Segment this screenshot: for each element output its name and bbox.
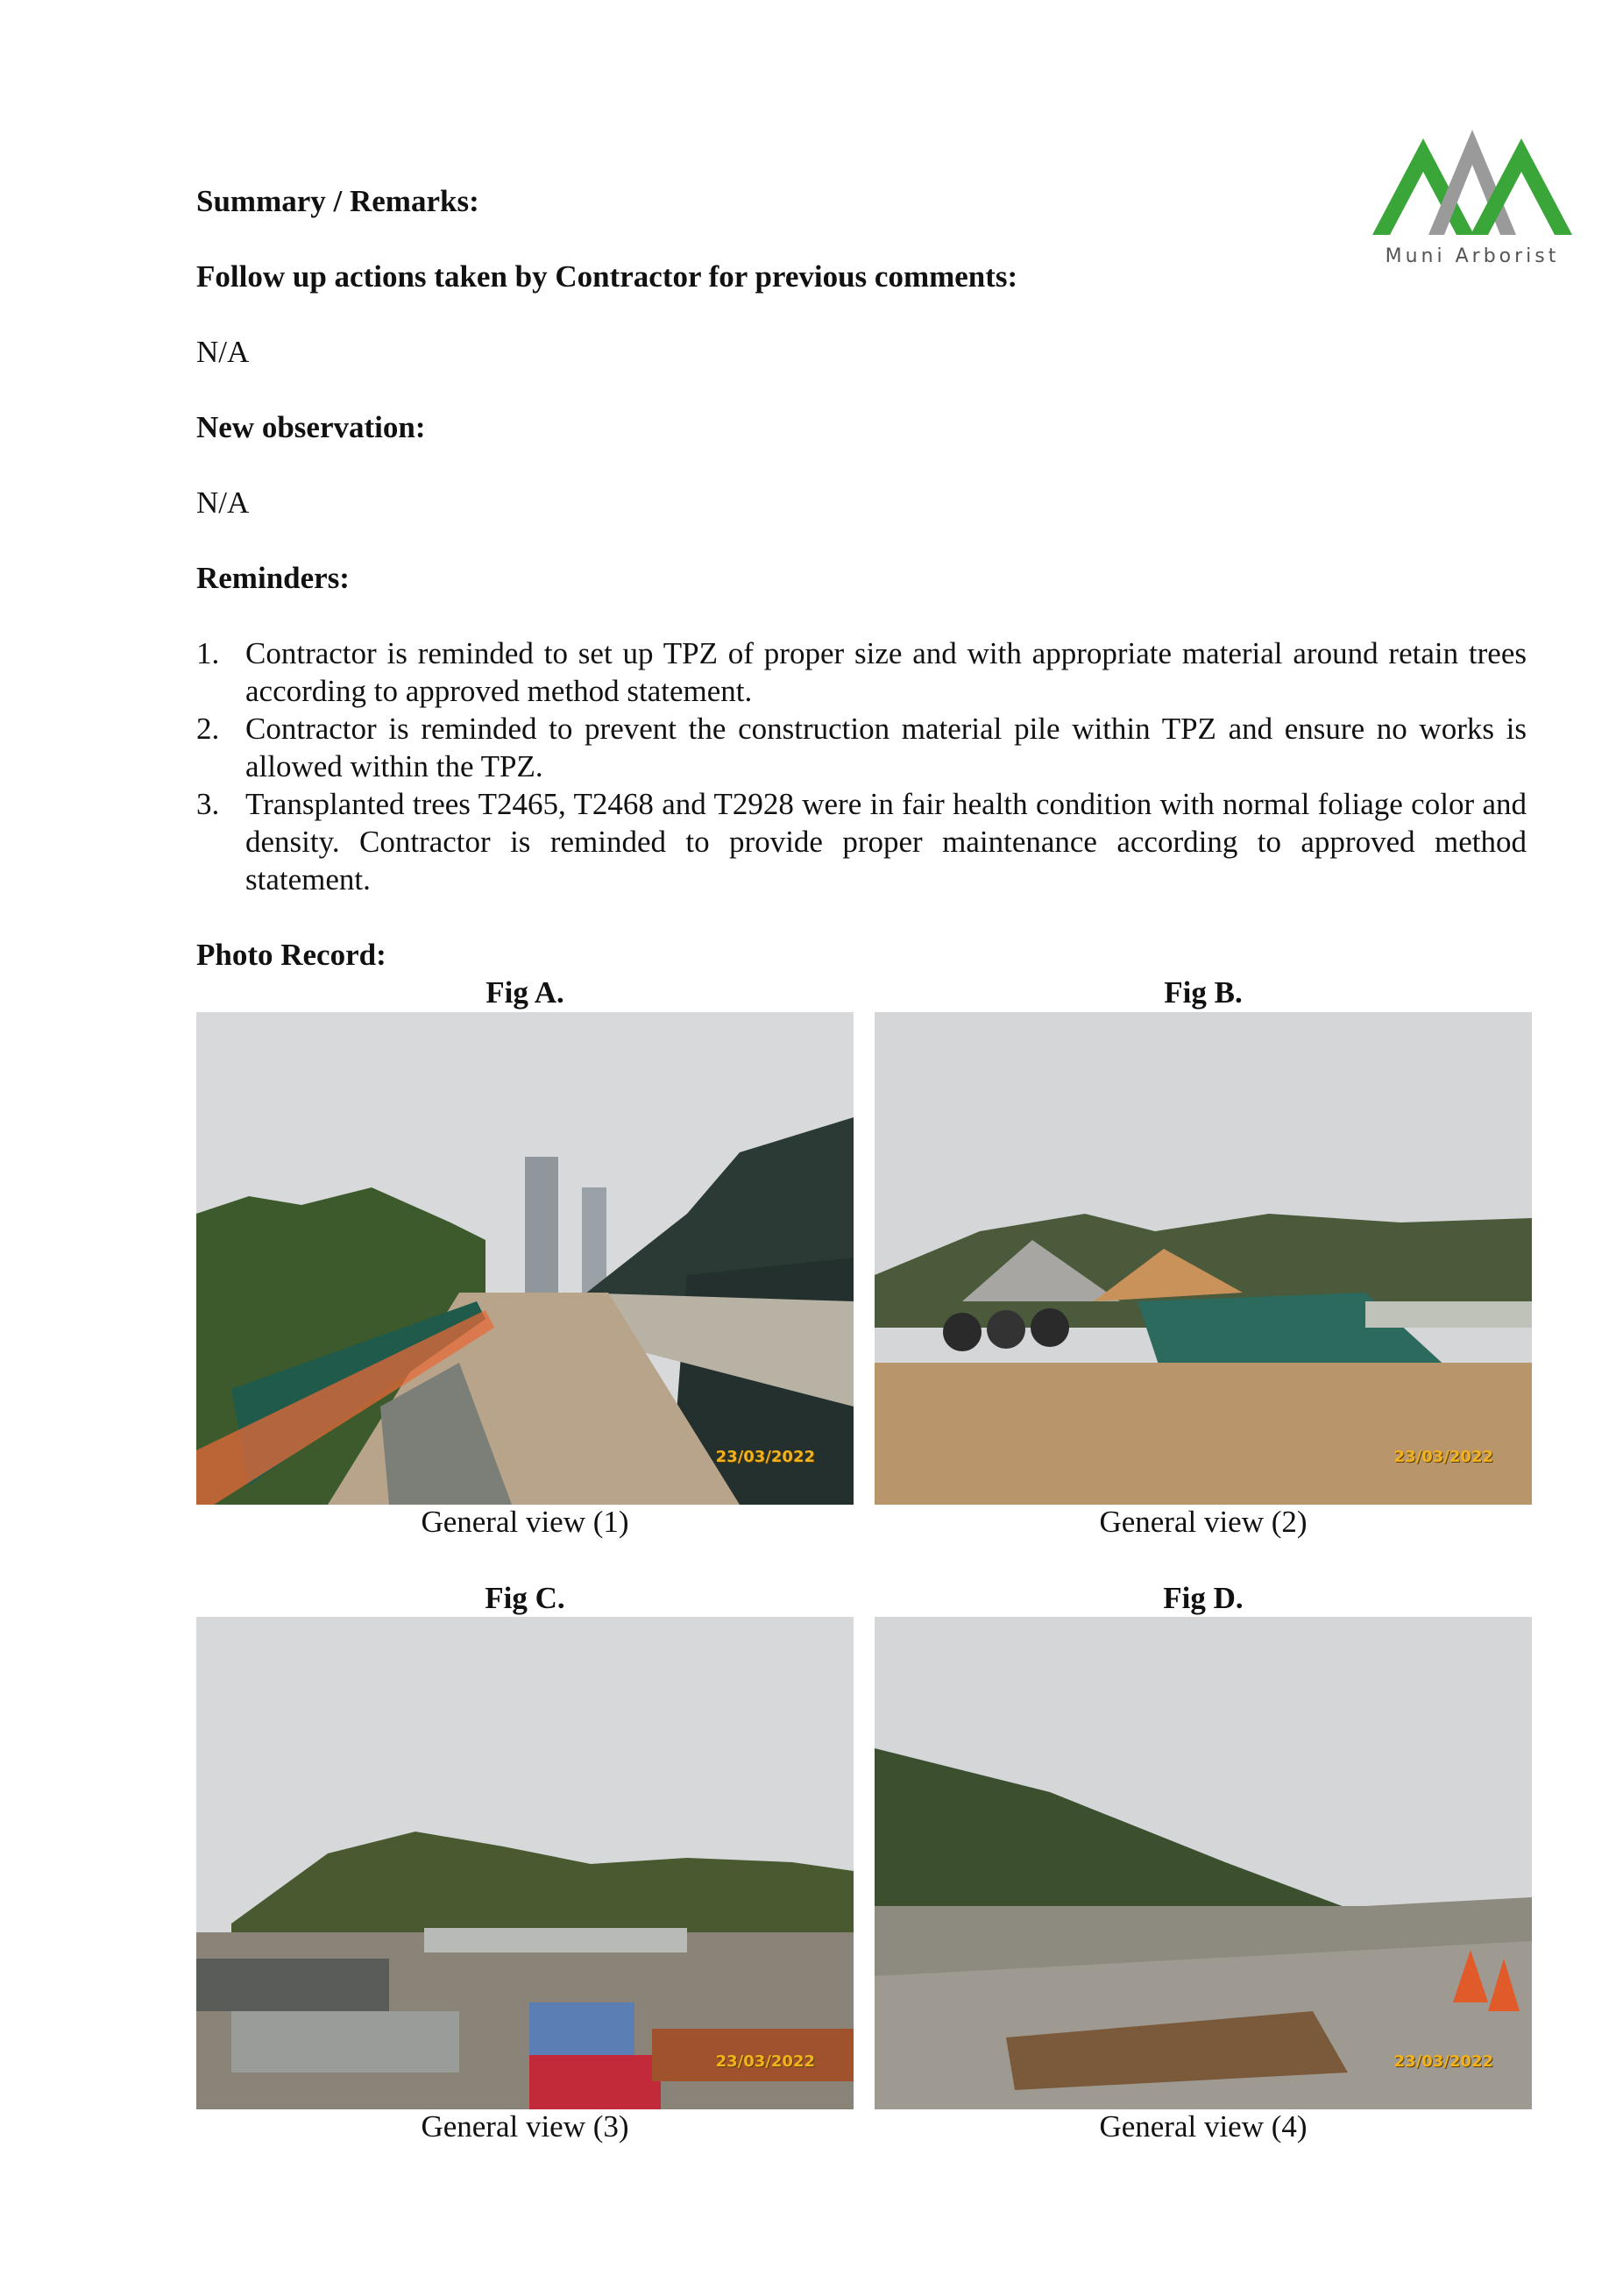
logo-text: Muni Arborist [1385, 245, 1560, 267]
reminder-text: Transplanted trees T2465, T2468 and T2928 were in fair health condition with normal foliage color and density. Contractor is reminded to provide proper maintenance according to approved method statement. [245, 787, 1527, 896]
fig-b-photo [875, 1012, 1532, 1505]
new-observation-heading: New observation: [196, 410, 426, 444]
fig-b-caption: General view (2) [1099, 1505, 1308, 1539]
fig-c-label: Fig C. [485, 1581, 565, 1615]
follow-up-text: N/A [196, 335, 250, 369]
reminder-number: 1. [196, 636, 220, 670]
photo-record-heading: Photo Record: [196, 938, 386, 972]
date-stamp: 23/03/2022 [1393, 2052, 1493, 2071]
reminder-item [196, 785, 1527, 898]
logo-mountain-icon [1372, 130, 1572, 244]
fig-a-label: Fig A. [485, 975, 564, 1010]
muni-arborist-logo [1367, 130, 1577, 279]
summary-heading: Summary / Remarks: [196, 184, 479, 218]
fig-b-label: Fig B. [1164, 975, 1243, 1010]
fig-c-caption: General view (3) [421, 2109, 629, 2144]
fig-d-caption: General view (4) [1099, 2109, 1308, 2144]
reminder-text: Contractor is reminded to prevent the construction material pile within TPZ and ensure no works is allowed within the TPZ. [245, 712, 1527, 783]
fig-a-photo [196, 1012, 854, 1505]
reminder-item [196, 710, 1527, 785]
reminder-number: 3. [196, 787, 220, 821]
date-stamp: 23/03/2022 [715, 1448, 815, 1466]
reminders-list [196, 634, 1527, 898]
date-stamp: 23/03/2022 [715, 2052, 815, 2071]
follow-up-heading: Follow up actions taken by Contractor for previous comments: [196, 259, 1018, 294]
fig-d-photo [875, 1617, 1532, 2109]
fig-a-caption: General view (1) [421, 1505, 629, 1539]
new-observation-text: N/A [196, 485, 250, 520]
fig-c-photo [196, 1617, 854, 2109]
reminder-item [196, 634, 1527, 710]
reminder-number: 2. [196, 712, 220, 746]
reminder-text: Contractor is reminded to set up TPZ of proper size and with appropriate material around retain trees according to approved method statement. [245, 636, 1527, 708]
reminders-heading: Reminders: [196, 561, 350, 595]
fig-d-label: Fig D. [1163, 1581, 1244, 1615]
date-stamp: 23/03/2022 [1393, 1448, 1493, 1466]
